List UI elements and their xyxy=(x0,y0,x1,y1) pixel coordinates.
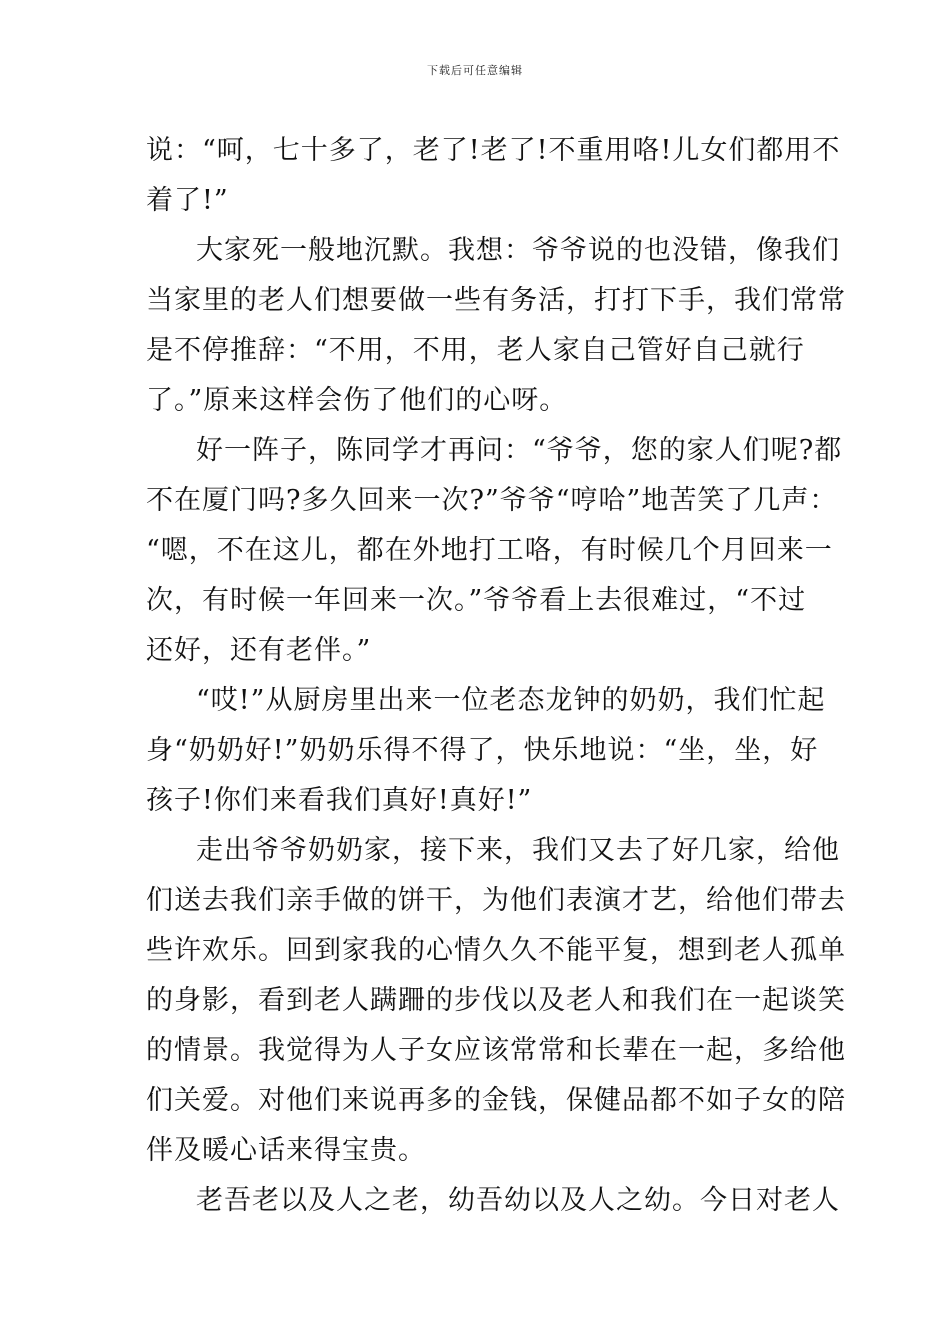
text-line: 了。”原来这样会伤了他们的心呀。 xyxy=(146,385,568,416)
text-line: 着了!” xyxy=(146,185,229,216)
page-header: 下载后可任意编辑 xyxy=(427,64,523,77)
body-text xyxy=(146,126,846,1226)
text-line: “哎!”从厨房里出来一位老态龙钟的奶奶，我们忙起 xyxy=(196,685,826,716)
text-line: 们关爱。对他们来说再多的金钱，保健品都不如子女的陪 xyxy=(146,1085,846,1116)
text-line: 是不停推辞：“不用，不用，老人家自己管好自己就行 xyxy=(146,335,805,366)
text-line: 们送去我们亲手做的饼干，为他们表演才艺，给他们带去 xyxy=(146,885,846,916)
text-line: 次，有时候一年回来一次。”爷爷看上去很难过，“不过 xyxy=(146,585,807,616)
text-line: 当家里的老人们想要做一些有务活，打打下手，我们常常 xyxy=(146,285,846,316)
text-line: 身“奶奶好!”奶奶乐得不得了，快乐地说：“坐，坐，好 xyxy=(146,735,819,766)
text-line: 些许欢乐。回到家我的心情久久不能平复，想到老人孤单 xyxy=(146,935,846,966)
text-line: 孩子!你们来看我们真好!真好!” xyxy=(146,785,533,816)
text-line: “嗯，不在这儿，都在外地打工咯，有时候几个月回来一 xyxy=(146,535,833,566)
text-line: 老吾老以及人之老，幼吾幼以及人之幼。今日对老人 xyxy=(196,1185,840,1216)
text-line: 的身影，看到老人蹒跚的步伐以及老人和我们在一起谈笑 xyxy=(146,985,846,1016)
text-line: 好一阵子，陈同学才再问：“爷爷，您的家人们呢?都 xyxy=(196,435,843,466)
text-line: 的情景。我觉得为人子女应该常常和长辈在一起，多给他 xyxy=(146,1035,846,1066)
text-line: 说：“呵，七十多了，老了!老了!不重用咯!儿女们都用不 xyxy=(146,135,841,166)
text-line: 伴及暖心话来得宝贵。 xyxy=(146,1135,426,1166)
text-line: 大家死一般地沉默。我想：爷爷说的也没错，像我们 xyxy=(196,235,840,266)
text-line: 还好，还有老伴。” xyxy=(146,635,372,666)
text-line: 走出爷爷奶奶家，接下来，我们又去了好几家，给他 xyxy=(196,835,840,866)
text-line: 不在厦门吗?多久回来一次?”爷爷“哼哈”地苦笑了几声： xyxy=(146,485,838,516)
